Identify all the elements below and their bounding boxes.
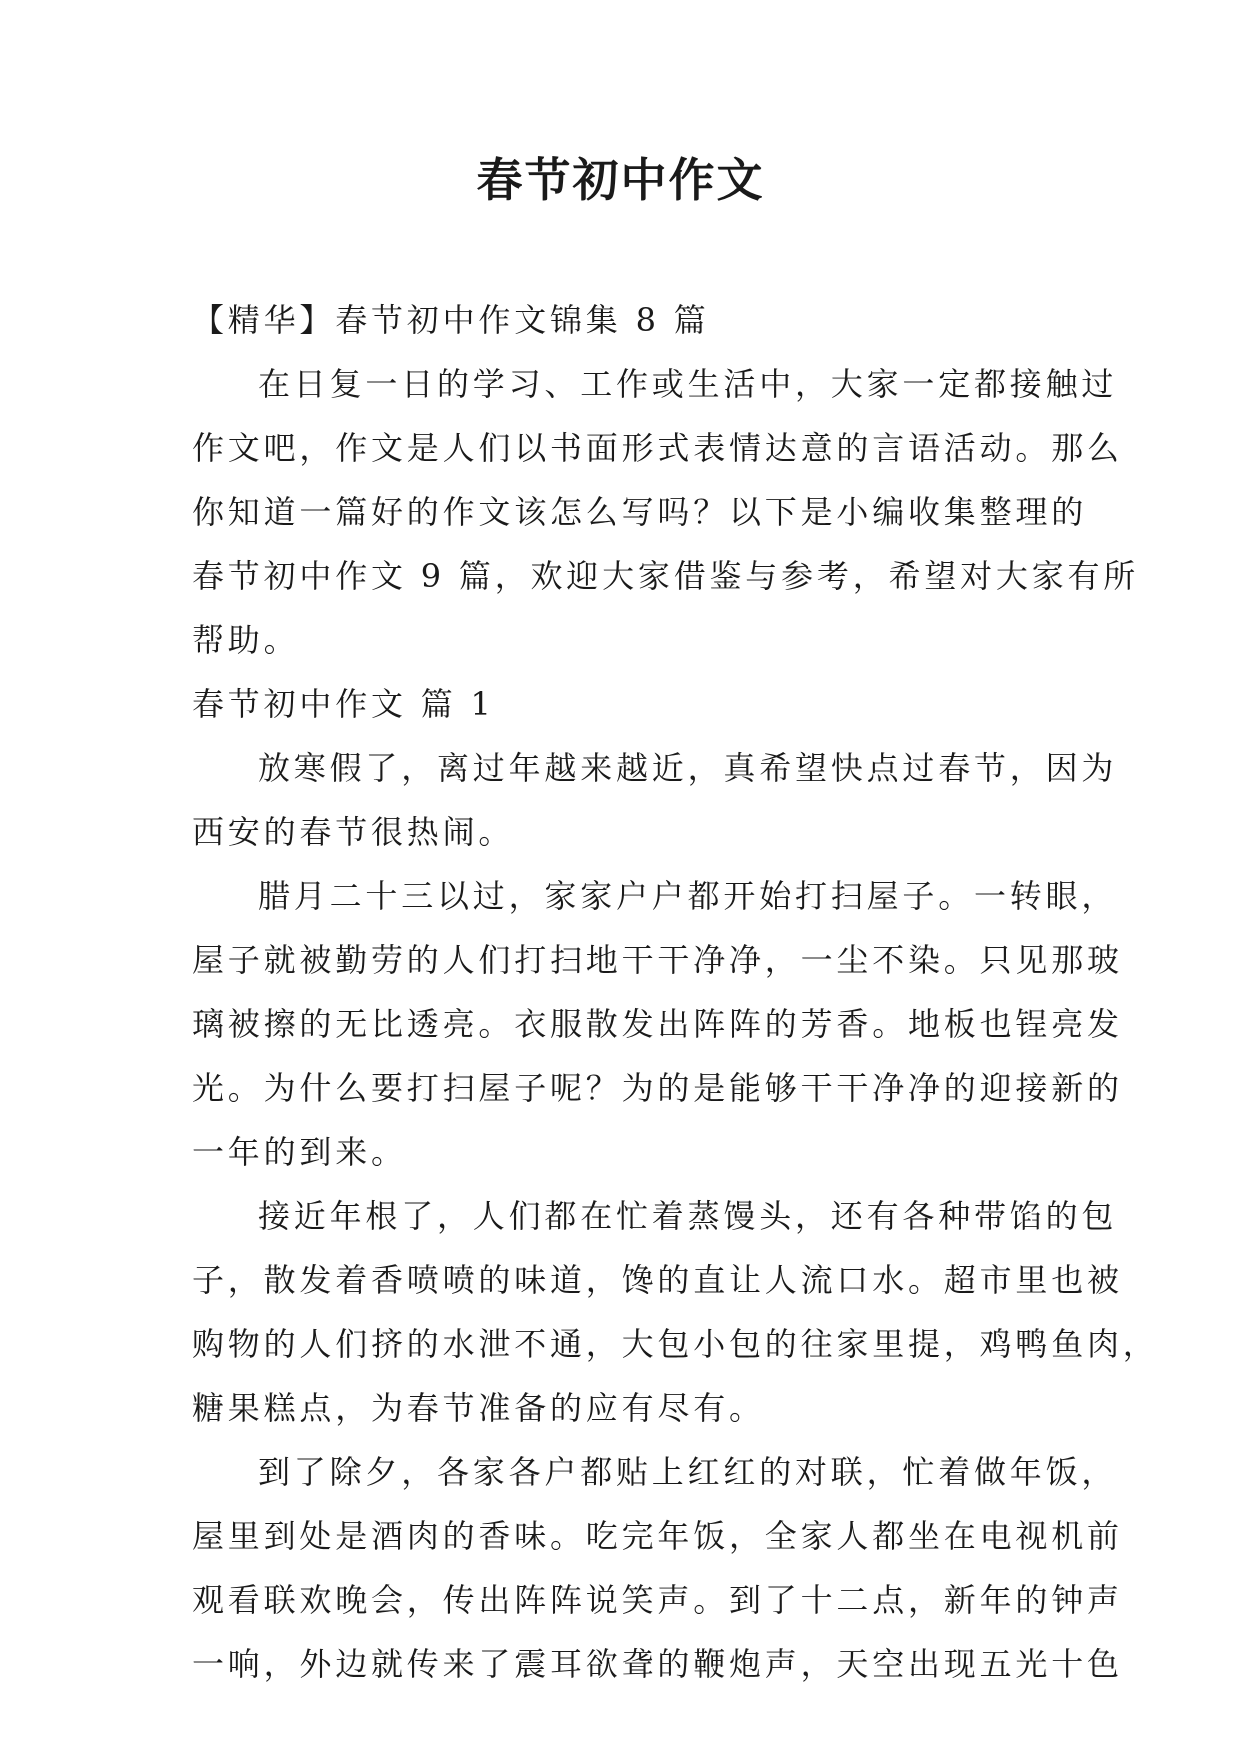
text-line: 帮助。 xyxy=(192,621,300,659)
text-line: 西安的春节很热闹。 xyxy=(192,813,515,851)
text-line: 腊月二十三以过，家家户户都开始打扫屋子。一转眼， xyxy=(258,877,1118,915)
text-line: 购物的人们挤的水泄不通，大包小包的往家里提，鸡鸭鱼肉， xyxy=(192,1325,1159,1363)
document-title: 春节初中作文 xyxy=(476,153,765,207)
text-line: 【精华】春节初中作文锦集 8 篇 xyxy=(192,301,710,339)
text-line: 你知道一篇好的作文该怎么写吗？以下是小编收集整理的 xyxy=(192,493,1088,531)
text-line: 作文吧，作文是人们以书面形式表情达意的言语活动。那么 xyxy=(192,429,1123,467)
text-line: 糖果糕点，为春节准备的应有尽有。 xyxy=(192,1389,765,1427)
text-line: 屋子就被勤劳的人们打扫地干干净净，一尘不染。只见那玻 xyxy=(192,941,1123,979)
text-line: 子，散发着香喷喷的味道，馋的直让人流口水。超市里也被 xyxy=(192,1261,1123,1299)
text-line: 春节初中作文 篇 1 xyxy=(192,685,495,723)
document-body xyxy=(192,288,1159,1696)
text-line: 接近年根了，人们都在忙着蒸馒头，还有各种带馅的包 xyxy=(258,1197,1118,1235)
text-line: 屋里到处是酒肉的香味。吃完年饭，全家人都坐在电视机前 xyxy=(192,1517,1123,1555)
text-line: 观看联欢晚会，传出阵阵说笑声。到了十二点，新年的钟声 xyxy=(192,1581,1123,1619)
text-line: 放寒假了，离过年越来越近，真希望快点过春节，因为 xyxy=(258,749,1118,787)
text-line: 一响，外边就传来了震耳欲聋的鞭炮声，天空出现五光十色 xyxy=(192,1645,1123,1683)
text-line: 春节初中作文 9 篇，欢迎大家借鉴与参考，希望对大家有所 xyxy=(192,557,1140,595)
text-line: 光。为什么要打扫屋子呢？为的是能够干干净净的迎接新的 xyxy=(192,1069,1123,1107)
text-line: 在日复一日的学习、工作或生活中，大家一定都接触过 xyxy=(258,365,1118,403)
text-line: 璃被擦的无比透亮。衣服散发出阵阵的芳香。地板也锃亮发 xyxy=(192,1005,1123,1043)
text-line: 到了除夕，各家各户都贴上红红的对联，忙着做年饭， xyxy=(258,1453,1118,1491)
text-line: 一年的到来。 xyxy=(192,1133,407,1171)
